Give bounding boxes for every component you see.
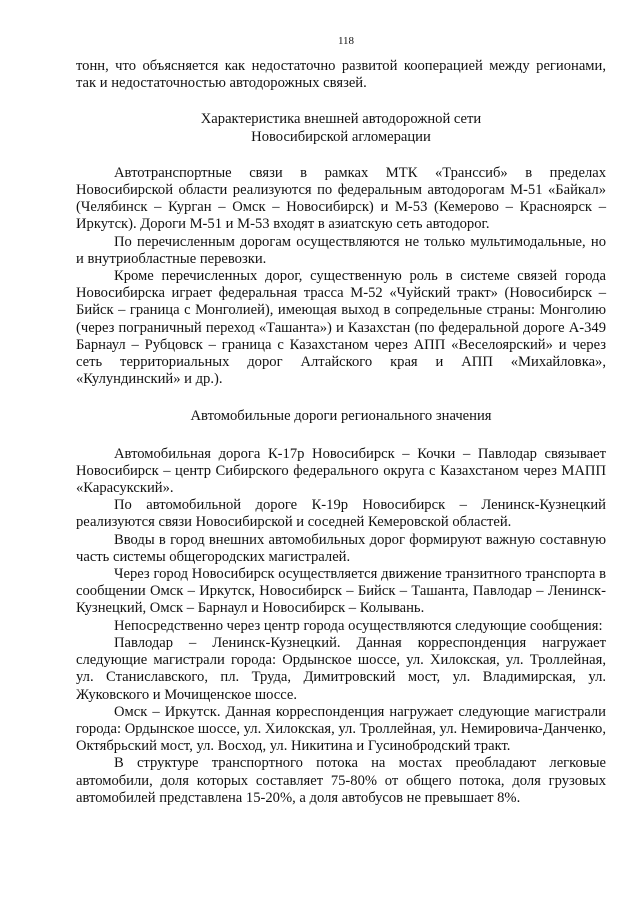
section-1-paragraph-1: Автотранспортные связи в рамках МТК «Транссиб» в пределах Новосибирской области реализуются по федеральным автодорогам М-51 «Байкал» (Челябинск – Курган – Омск – Новосибирск) и М-53 (Кемерово – Красноярск – Иркутск). Дороги М-51 и М-53 входят в азиатскую сеть автодорог. [76,164,606,233]
intro-paragraph: тонн, что объясняется как недостаточно развитой кооперацией между регионами, так и недостаточностью автодорожных связей. [76,58,606,92]
section-1-heading-line-2: Новосибирской агломерации [251,128,431,145]
document-page [76,34,606,807]
section-1-paragraph-3: Кроме перечисленных дорог, существенную роль в системе связей города Новосибирска играет федеральная трасса М-52 «Чуйский тракт» (Новосибирск – Бийск – граница с Монголией), имеющая выход в сопредельные страны: Монголию (через пограничный переход «Ташанта») и Казахстан (по федеральной дороге А-349 Барнаул – Рубцовск – граница с Казахстаном через АПП «Веселоярский» и через сеть территориальных дорог Алтайского края и АПП «Михайловка», «Кулундинский» и др.). [76,268,606,388]
section-2-body [76,446,606,807]
section-1-body [76,165,606,389]
section-2-heading: Автомобильные дороги регионального значения [190,408,492,425]
section-2-paragraph-8: В структуре транспортного потока на мостах преобладают легковые автомобили, доля которых составляет 75-80% от общего потока, доля грузовых автомобилей представлена 15-20%, а доля автобусов не превышает 8%. [76,755,606,806]
section-2-paragraph-2: По автомобильной дороге К-19р Новосибирск – Ленинск-Кузнецкий реализуются связи Новосибирской и соседней Кемеровской областей. [76,497,606,531]
section-1 [76,111,606,388]
section-2-paragraph-7: Омск – Иркутск. Данная корреспонденция нагружает следующие магистрали города: Ордынское шоссе, ул. Хилокская, ул. Троллейная, ул. Немировича-Данченко, Октябрьский мост, ул. Восход, ул. Никитина и Гусинобродский тракт. [76,703,606,755]
section-2-paragraph-6: Павлодар – Ленинск-Кузнецкий. Данная корреспонденция нагружает следующие магистрали города: Ордынское шоссе, ул. Хилокская, ул. Троллейная, ул. Станиславского, пл. Труда, Димитровский мост, ул. Владимирская, ул. Жуковского и Мочищенское шоссе. [76,634,606,703]
section-2-paragraph-1: Автомобильная дорога К-17р Новосибирск – Кочки – Павлодар связывает Новосибирск – центр Сибирского федерального округа с Казахстаном через МАПП «Карасукский». [76,445,606,497]
section-2 [76,408,606,806]
section-2-paragraph-3: Вводы в город внешних автомобильных дорог формируют важную составную часть системы общегородских магистралей. [76,531,606,565]
section-1-paragraph-2: По перечисленным дорогам осуществляются не только мультимодальные, но и внутриобластные перевозки. [76,233,606,267]
section-2-paragraph-4: Через город Новосибирск осуществляется движение транзитного транспорта в сообщении Омск – Иркутск, Новосибирск – Бийск – Ташанта, Павлодар – Ленинск-Кузнецкий, Омск – Барнаул и Новосибирск – Колывань. [76,566,606,617]
section-2-paragraph-5: Непосредственно через центр города осуществляются следующие сообщения: [114,617,603,634]
section-1-heading-line-1: Характеристика внешней автодорожной сети [200,111,482,128]
page-number: 118 [337,35,355,47]
